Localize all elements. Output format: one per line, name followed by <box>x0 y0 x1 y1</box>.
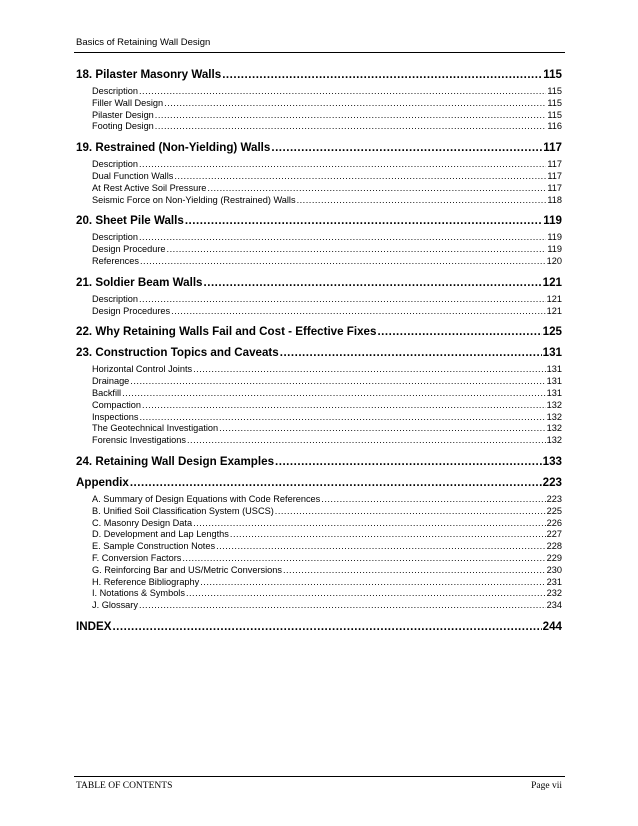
toc-entry-title: Horizontal Control Joints <box>92 364 193 375</box>
toc-entry-page: 132 <box>546 399 562 410</box>
toc-entry-page: 115 <box>547 109 562 120</box>
toc-entry-title: F. Conversion Factors <box>92 552 182 563</box>
toc-entry-title: Design Procedure <box>92 244 166 255</box>
toc-entry[interactable] <box>76 435 562 447</box>
toc-entry-title: At Rest Active Soil Pressure <box>92 182 207 193</box>
toc-entry-page: 117 <box>547 170 562 181</box>
toc-dot-leader <box>321 494 545 506</box>
toc-entry-title: Dual Function Walls <box>92 170 174 181</box>
toc-entry-page: 132 <box>546 435 562 446</box>
toc-entry-page: 117 <box>547 182 562 193</box>
toc-dot-leader <box>182 553 545 565</box>
toc-dot-leader <box>193 364 546 376</box>
toc-entry[interactable] <box>76 121 562 133</box>
toc-entry-page: 232 <box>546 588 562 599</box>
toc-dot-leader <box>193 518 546 530</box>
toc-dot-leader <box>171 306 546 318</box>
toc-entry-page: 131 <box>546 387 562 398</box>
toc-entry-page: 120 <box>546 255 562 266</box>
toc-dot-leader <box>216 541 546 553</box>
toc-entry-title: The Geotechnical Investigation <box>92 423 219 434</box>
toc-entry-title: B. Unified Soil Classification System (USCS) <box>92 505 274 516</box>
toc-chapter-page: 223 <box>542 475 562 489</box>
toc-dot-leader <box>139 86 546 98</box>
toc-entry-title: Pilaster Design <box>92 109 154 120</box>
toc-entry-page: 119 <box>547 244 562 255</box>
toc-entry-page: 231 <box>546 576 562 587</box>
toc-chapter[interactable] <box>76 325 562 338</box>
toc-entry-title: H. Reference Bibliography <box>92 576 200 587</box>
toc-entry-page: 121 <box>546 293 562 304</box>
toc-dot-leader <box>230 529 546 541</box>
toc-entry[interactable] <box>76 256 562 268</box>
toc-entry-page: 131 <box>546 364 562 375</box>
toc-chapter[interactable] <box>76 276 562 289</box>
toc-chapter-title: 21. Soldier Beam Walls <box>76 275 203 289</box>
running-header: Basics of Retaining Wall Design <box>76 37 211 48</box>
toc-entry-page: 131 <box>546 376 562 387</box>
toc-entry-title: Description <box>92 293 138 304</box>
toc-entry-title: D. Development and Lap Lengths <box>92 529 229 540</box>
toc-dot-leader <box>204 276 542 289</box>
toc-entry-title: Drainage <box>92 376 130 387</box>
toc-entry-title: Description <box>92 159 138 170</box>
toc-dot-leader <box>222 68 542 81</box>
toc-dot-leader <box>167 244 547 256</box>
toc-dot-leader <box>130 376 545 388</box>
toc-entry[interactable] <box>76 306 562 318</box>
toc-dot-leader <box>139 600 546 612</box>
toc-dot-leader <box>139 412 545 424</box>
toc-dot-leader <box>174 171 546 183</box>
toc-dot-leader <box>139 232 546 244</box>
toc-dot-leader <box>130 476 542 489</box>
table-of-contents <box>76 62 562 638</box>
toc-chapter-title: 22. Why Retaining Walls Fail and Cost - Effective Fixes <box>76 325 377 339</box>
toc-chapter[interactable] <box>76 476 562 489</box>
toc-chapter[interactable] <box>76 68 562 81</box>
toc-entry[interactable] <box>76 232 562 244</box>
toc-dot-leader <box>122 388 546 400</box>
toc-entry-page: 132 <box>546 411 562 422</box>
toc-dot-leader <box>155 110 547 122</box>
toc-entry-title: Design Procedures <box>92 305 171 316</box>
toc-chapter-page: 244 <box>542 619 562 633</box>
toc-entry-title: Forensic Investigations <box>92 435 186 446</box>
toc-entry-title: G. Reinforcing Bar and US/Metric Conversions <box>92 564 282 575</box>
toc-entry[interactable] <box>76 518 562 530</box>
toc-entry-page: 226 <box>546 517 562 528</box>
toc-entry[interactable] <box>76 506 562 518</box>
toc-entry-title: Inspections <box>92 411 139 422</box>
toc-chapter[interactable] <box>76 455 562 468</box>
toc-chapter-title: 19. Restrained (Non-Yielding) Walls <box>76 141 271 155</box>
toc-dot-leader <box>377 325 541 338</box>
toc-dot-leader <box>155 121 547 133</box>
toc-entry[interactable] <box>76 553 562 565</box>
toc-dot-leader <box>200 577 545 589</box>
toc-dot-leader <box>280 346 542 359</box>
toc-entry-page: 115 <box>547 97 562 108</box>
toc-entry[interactable] <box>76 110 562 122</box>
toc-entry-title: Description <box>92 86 138 96</box>
toc-dot-leader <box>275 506 546 518</box>
toc-entry-page: 132 <box>546 423 562 434</box>
toc-dot-leader <box>219 423 546 435</box>
toc-entry-page: 115 <box>547 86 562 96</box>
toc-dot-leader <box>283 565 546 577</box>
toc-chapter-title: 23. Construction Topics and Caveats <box>76 346 279 360</box>
toc-entry[interactable] <box>76 577 562 589</box>
toc-entry[interactable] <box>76 565 562 577</box>
toc-chapter-title: 24. Retaining Wall Design Examples <box>76 454 275 468</box>
toc-entry[interactable] <box>76 244 562 256</box>
toc-entry-page: 116 <box>547 121 562 132</box>
toc-dot-leader <box>139 294 546 306</box>
toc-chapter[interactable] <box>76 214 562 227</box>
toc-entry[interactable] <box>76 494 562 506</box>
footer-page-number: Page vii <box>531 781 562 791</box>
toc-entry[interactable] <box>76 529 562 541</box>
toc-entry[interactable] <box>76 171 562 183</box>
toc-dot-leader <box>271 141 542 154</box>
toc-entry[interactable] <box>76 423 562 435</box>
toc-dot-leader <box>187 435 546 447</box>
toc-entry-page: 223 <box>546 493 562 504</box>
toc-entry[interactable] <box>76 588 562 600</box>
toc-dot-leader <box>112 620 541 633</box>
toc-chapter[interactable] <box>76 346 562 359</box>
toc-entry[interactable] <box>76 86 562 98</box>
toc-entry-title: Compaction <box>92 399 142 410</box>
toc-entry-title: Footing Design <box>92 121 154 132</box>
toc-entry-page: 230 <box>546 564 562 575</box>
toc-chapter-title: INDEX <box>76 619 112 633</box>
toc-dot-leader <box>139 159 546 171</box>
toc-dot-leader <box>186 588 546 600</box>
header-rule <box>74 52 565 53</box>
toc-entry-title: C. Masonry Design Data <box>92 517 193 528</box>
footer-rule <box>74 776 565 777</box>
toc-entry[interactable] <box>76 294 562 306</box>
toc-chapter-page: 133 <box>542 454 562 468</box>
toc-entry[interactable] <box>76 388 562 400</box>
toc-entry[interactable] <box>76 98 562 110</box>
toc-chapter-page: 121 <box>542 275 562 289</box>
toc-chapter-title: 20. Sheet Pile Walls <box>76 214 184 228</box>
toc-entry-title: Backfill <box>92 387 122 398</box>
toc-chapter-page: 119 <box>543 214 562 228</box>
toc-entry-page: 118 <box>547 194 562 205</box>
toc-entry-title: A. Summary of Design Equations with Code References <box>92 493 321 504</box>
toc-entry-page: 121 <box>546 305 562 316</box>
toc-dot-leader <box>140 256 546 268</box>
toc-entry-title: Description <box>92 232 138 243</box>
toc-chapter-title: Appendix <box>76 475 129 489</box>
toc-entry[interactable] <box>76 159 562 171</box>
toc-entry-title: Filler Wall Design <box>92 97 164 108</box>
toc-entry-page: 117 <box>547 159 562 170</box>
toc-entry-title: E. Sample Construction Notes <box>92 541 216 552</box>
toc-entry[interactable] <box>76 600 562 612</box>
toc-entry[interactable] <box>76 412 562 424</box>
toc-dot-leader <box>185 214 542 227</box>
toc-entry[interactable] <box>76 183 562 195</box>
toc-chapter-page: 117 <box>543 141 562 155</box>
toc-chapter[interactable] <box>76 141 562 154</box>
toc-chapter-page: 131 <box>542 346 562 360</box>
toc-entry[interactable] <box>76 195 562 207</box>
toc-entry[interactable] <box>76 400 562 412</box>
toc-chapter-page: 115 <box>543 68 562 81</box>
toc-entry-page: 229 <box>546 552 562 563</box>
toc-entry-page: 225 <box>546 505 562 516</box>
toc-entry-page: 228 <box>546 541 562 552</box>
footer-section-label: TABLE OF CONTENTS <box>76 781 173 791</box>
toc-entry-page: 234 <box>546 600 562 611</box>
toc-chapter-page: 125 <box>542 325 562 339</box>
toc-entry-title: References <box>92 255 139 266</box>
toc-entry-page: 119 <box>547 232 562 243</box>
toc-dot-leader <box>275 455 542 468</box>
toc-dot-leader <box>142 400 546 412</box>
toc-chapter-title: 18. Pilaster Masonry Walls <box>76 68 222 81</box>
toc-entry-page: 227 <box>546 529 562 540</box>
toc-dot-leader <box>297 195 547 207</box>
toc-entry-title: Seismic Force on Non-Yielding (Restrained) Walls <box>92 194 296 205</box>
toc-entry[interactable] <box>76 541 562 553</box>
toc-entry-title: J. Glossary <box>92 600 138 611</box>
toc-entry-title: I. Notations & Symbols <box>92 588 185 599</box>
toc-dot-leader <box>207 183 546 195</box>
toc-entry[interactable] <box>76 364 562 376</box>
toc-entry[interactable] <box>76 376 562 388</box>
toc-chapter[interactable] <box>76 620 562 633</box>
toc-dot-leader <box>164 98 546 110</box>
